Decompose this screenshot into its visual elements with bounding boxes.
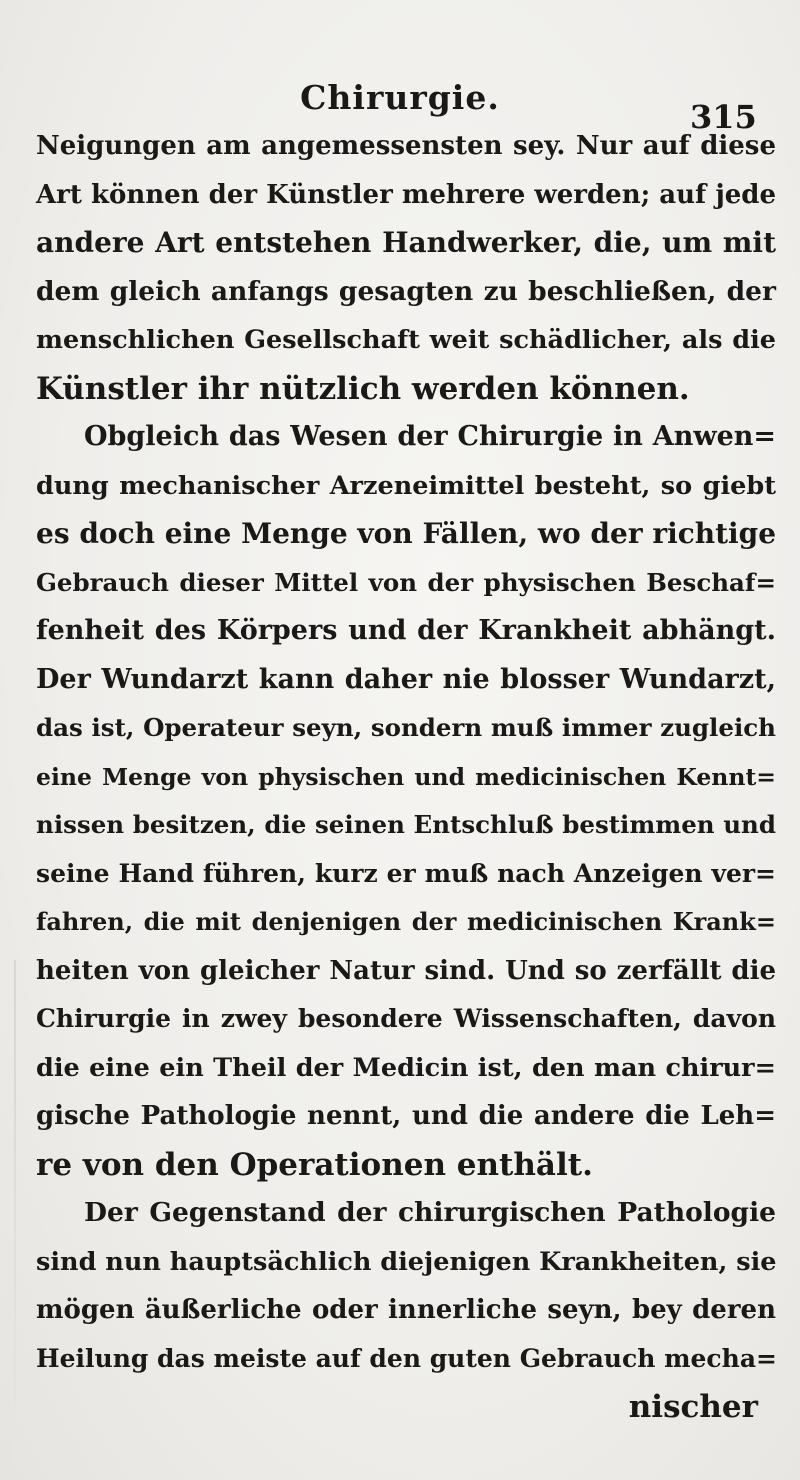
- text-line: eine Menge von physischen und medicinischen Kennt=: [36, 762, 776, 791]
- text-line: Gebrauch dieser Mittel von der physischen Beschaf=: [36, 567, 776, 597]
- text-line: Chirurgie in zwey besondere Wissenschaften, davon: [36, 1004, 776, 1033]
- paragraph-start-line: Der Gegenstand der chirurgischen Pathologie: [84, 1197, 776, 1228]
- text-line: Künstler ihr nützlich werden können.: [36, 370, 690, 407]
- text-line: fenheit des Körpers und der Krankheit abhängt.: [36, 615, 776, 646]
- text-line: nissen besitzen, die seinen Entschluß bestimmen und: [36, 810, 776, 839]
- text-line: sind nun hauptsächlich diejenigen Krankheiten, sie: [36, 1246, 777, 1277]
- text-line: heiten von gleicher Natur sind. Und so zerfällt die: [36, 955, 776, 986]
- text-line: gische Pathologie nennt, und die andere die Leh=: [36, 1101, 776, 1131]
- text-line: die eine ein Theil der Medicin ist, den man chirur=: [36, 1052, 776, 1083]
- text-line: seine Hand führen, kurz er muß nach Anzeigen ver=: [36, 858, 776, 888]
- text-line: Heilung das meiste auf den guten Gebrauch mecha=: [36, 1343, 777, 1373]
- text-line: re von den Operationen enthält.: [36, 1146, 593, 1183]
- text-line: fahren, die mit denjenigen der medicinischen Krank=: [36, 907, 776, 936]
- page-header: [0, 78, 800, 136]
- text-line: das ist, Operateur seyn, sondern muß immer zugleich: [36, 713, 776, 742]
- text-line: dem gleich anfangs gesagten zu beschließen, der: [36, 275, 776, 307]
- text-line: Art können der Künstler mehrere werden; auf jede: [36, 179, 776, 210]
- catchword: nischer: [628, 1389, 758, 1425]
- running-title: Chirurgie.: [300, 78, 500, 117]
- text-line: andere Art entstehen Handwerker, die, um mit: [36, 226, 776, 259]
- text-line: es doch eine Menge von Fällen, wo der richtige: [36, 517, 777, 550]
- binding-shadow: [14, 960, 16, 1460]
- text-line: Neigungen am angemessensten sey. Nur auf diese: [36, 131, 776, 161]
- text-line: Der Wundarzt kann daher nie blosser Wundarzt,: [36, 663, 776, 695]
- text-line: menschlichen Gesellschaft weit schädlicher, als die: [36, 325, 776, 355]
- body-text: [36, 122, 776, 1432]
- text-line: mögen äußerliche oder innerliche seyn, bey deren: [36, 1295, 776, 1325]
- paragraph-start-line: Obgleich das Wesen der Chirurgie in Anwen=: [84, 421, 776, 452]
- page-number: 315: [690, 98, 757, 136]
- text-line: dung mechanischer Arzeneimittel besteht, so giebt: [36, 470, 776, 501]
